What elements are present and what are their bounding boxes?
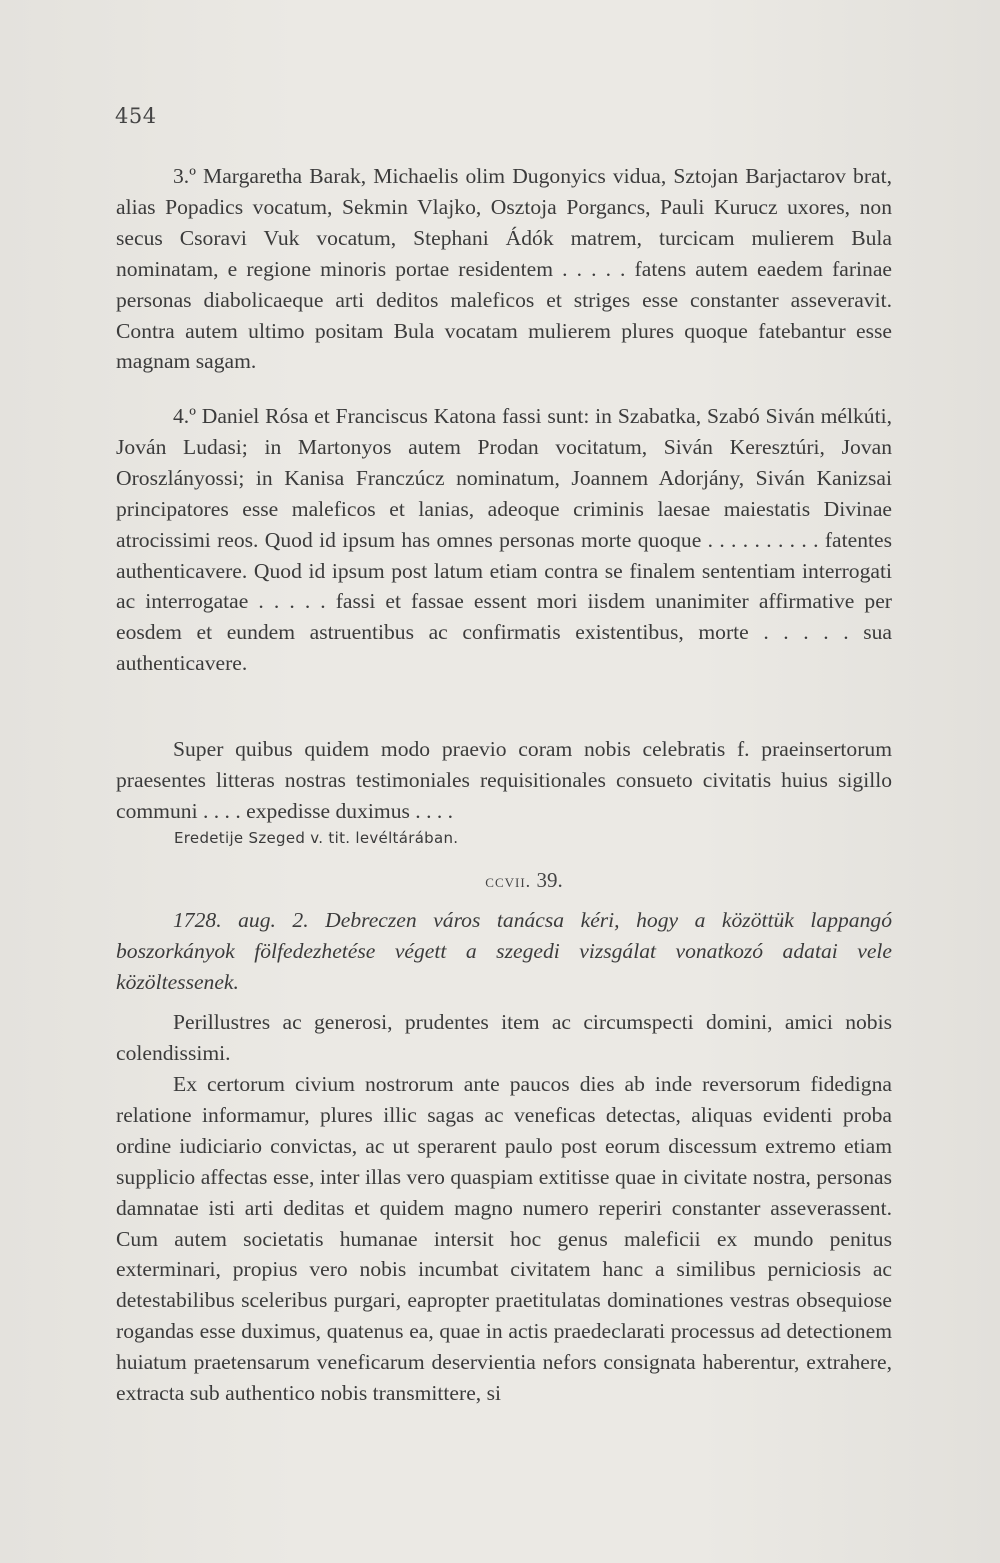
paragraph-item-3 bbox=[116, 161, 892, 377]
page-number: 454 bbox=[115, 104, 157, 128]
document-roman-number: ccvii. bbox=[485, 871, 532, 891]
summary-text: 1728. aug. 2. Debreczen város tanácsa kéri, hogy a közöttük lappangó boszorkányok fölfedezhetése végett a szegedi vizsgálat vonatkozó adatai vele közöltessenek. bbox=[116, 908, 892, 994]
document-summary bbox=[116, 905, 892, 998]
salutation-text: Perillustres ac generosi, prudentes item ac circumspecti domini, amici nobis colendissimi. bbox=[116, 1010, 892, 1065]
document-heading bbox=[0, 868, 1000, 893]
paragraph-text: 3.º Margaretha Barak, Michaelis olim Dugonyics vidua, Sztojan Barjactarov brat, alias Popadics vocatum, Sekmin Vlajko, Osztoja Porgancs, Pauli Kurucz uxores, non secus Csoravi Vuk vocatum, Stephani Ádók matrem, turcicam mulierem Bula nominatam, e regione minoris portae residentem . . . . . fatens autem eaedem farinae personas diabolicaeque arti deditos maleficos et striges esse constanter asseveravit. Contra autem ultimo positam Bula vocatam mulierem plures quoque fatebantur esse magnam sagam. bbox=[116, 164, 892, 374]
paragraph-closing bbox=[116, 734, 892, 827]
source-note: Eredetije Szeged v. tit. levéltárában. bbox=[174, 829, 459, 847]
paragraph-text: 4.º Daniel Rósa et Franciscus Katona fassi sunt: in Szabatka, Szabó Siván mélkúti, Jován Ludasi; in Martonyos autem Prodan vocitatum, Siván Keresztúri, Jovan Oroszlányossi; in Kanisa Franczúcz nominatum, Joannem Adorjány, Siván Kanizsai principatores esse maleficos et lanias, adeoque criminis laesae maiestatis Divinae atrocissimi reos. Quod id ipsum has omnes personas morte quoque . . . . . . . . . . fatentes authenticavere. Quod id ipsum post latum etiam contra se finalem sententiam interrogati ac interrogatae . . . . . fassi et fassae essent mori iisdem unanimiter affirmative per eosdem et eundem astruentibus ac confirmatis existentibus, morte . . . . . sua authenticavere. bbox=[116, 404, 892, 676]
paragraph-item-4 bbox=[116, 401, 892, 679]
document-number: 39. bbox=[536, 868, 563, 892]
salutation bbox=[116, 1007, 892, 1069]
letter-body-text: Ex certorum civium nostrorum ante paucos dies ab inde reversorum fidedigna relatione informamur, plures illic sagas ac veneficas detectas, aliquas evidenti proba ordine iudiciario convictas, ac ut sperarent paulo post eorum discessum extremo etiam supplicio affectas esse, inter illas vero quaspiam extitisse quae in civitate nostra, personas damnatae isti arti deditas et quidem magno numero reperiri constanter asseverassent. Cum autem societatis humanae intersit hoc genus maleficii ex mundo penitus exterminari, propius vero nobis incumbat civitatem hanc a similibus perniciosis ac detestabilibus sceleribus purgari, eapropter praetitulatas dominationes vestras obsequiose rogandas esse duximus, quatenus ea, quae in actis praedeclarati processus ad detectionem huiatum praetensarum veneficarum deservientia nefors consignata haberentur, extrahere, extracta sub authentico nobis transmittere, si bbox=[116, 1072, 892, 1406]
letter-body bbox=[116, 1069, 892, 1409]
paragraph-text: Super quibus quidem modo praevio coram nobis celebratis f. praeinsertorum praesentes litteras nostras testimoniales requisitionales consueto civitatis huius sigillo communi . . . . expedisse duximus . . . . bbox=[116, 737, 892, 823]
